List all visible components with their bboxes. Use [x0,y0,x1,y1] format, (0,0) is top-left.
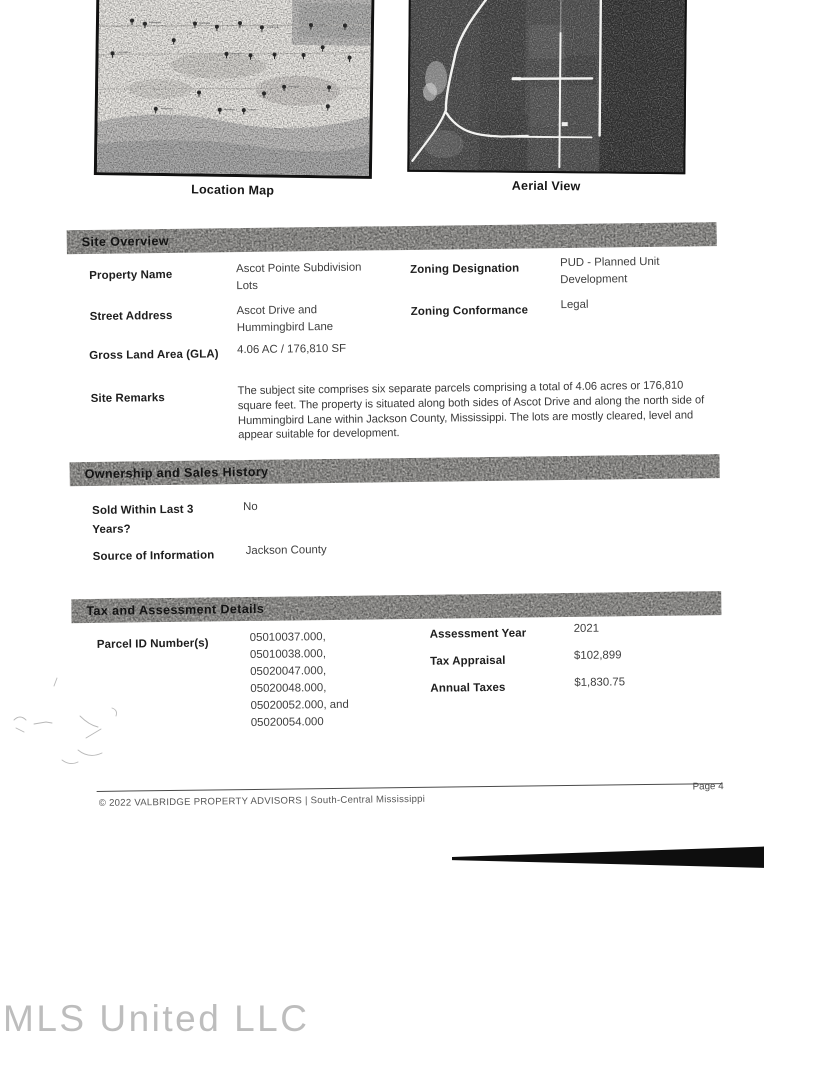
assessment-year-label: Assessment Year [429,627,527,641]
section-title-tax: Tax and Assessment Details [86,601,265,619]
location-map-caption: Location Map [191,182,275,198]
property-name-value: Ascot Pointe Subdivision Lots [236,261,362,293]
street-address-value: Ascot Drive and Hummingbird Lane [236,304,334,335]
zoning-designation-value: PUD - Planned Unit Development [559,255,660,287]
section-title-ownership: Ownership and Sales History [84,464,269,482]
watermark-text: MLS United LLC [3,998,310,1039]
assessment-year-value: 2021 [573,622,600,635]
gross-land-area-label: Gross Land Area (GLA) [89,348,219,362]
footer-copyright: © 2022 VALBRIDGE PROPERTY ADVISORS | South-Central Mississippi [98,793,426,809]
street-address-label: Street Address [89,309,173,323]
source-of-information-value: Jackson County [245,544,327,558]
zoning-conformance-label: Zoning Conformance [410,304,529,318]
site-remarks-value: The subject site comprises six separate parcels comprising a total of 4.06 acres or 176,810 square feet. The property is situated along both sides of Ascot Drive and along the north side of Hummingbird Lane within Jackson County, Mississippi. The lots are mostly cleared, level and appear suitable for development. [237,379,705,442]
property-name-label: Property Name [89,268,173,282]
site-remarks-label: Site Remarks [90,392,165,405]
parcel-id-label: Parcel ID Number(s) [96,637,209,651]
zoning-designation-label: Zoning Designation [410,262,520,276]
section-banner-tax [71,591,721,623]
tax-appraisal-value: $102,899 [573,649,622,662]
section-banner-ownership [70,454,720,486]
pen-scribble-marks [2,668,152,768]
zoning-conformance-value: Legal [560,298,589,312]
section-title-site-overview: Site Overview [81,233,170,250]
annual-taxes-label: Annual Taxes [430,681,506,695]
sold-within-value: No [243,500,258,514]
source-of-information-label: Source of Information [92,549,215,563]
parcel-id-value: 05010037.000, 05010038.000, 05020047.000, 05020048.000, 05020052.000, and 05020054.000 [249,631,349,729]
sold-within-label: Sold Within Last 3 Years? [92,503,194,536]
footer-rule [97,783,723,792]
page-number: Page 4 [692,781,724,793]
aerial-view-caption: Aerial View [511,178,581,194]
section-banner-site-overview [67,222,717,254]
gross-land-area-value: 4.06 AC / 176,810 SF [237,342,347,357]
tax-appraisal-label: Tax Appraisal [429,654,506,668]
annual-taxes-value: $1,830.75 [574,676,626,689]
